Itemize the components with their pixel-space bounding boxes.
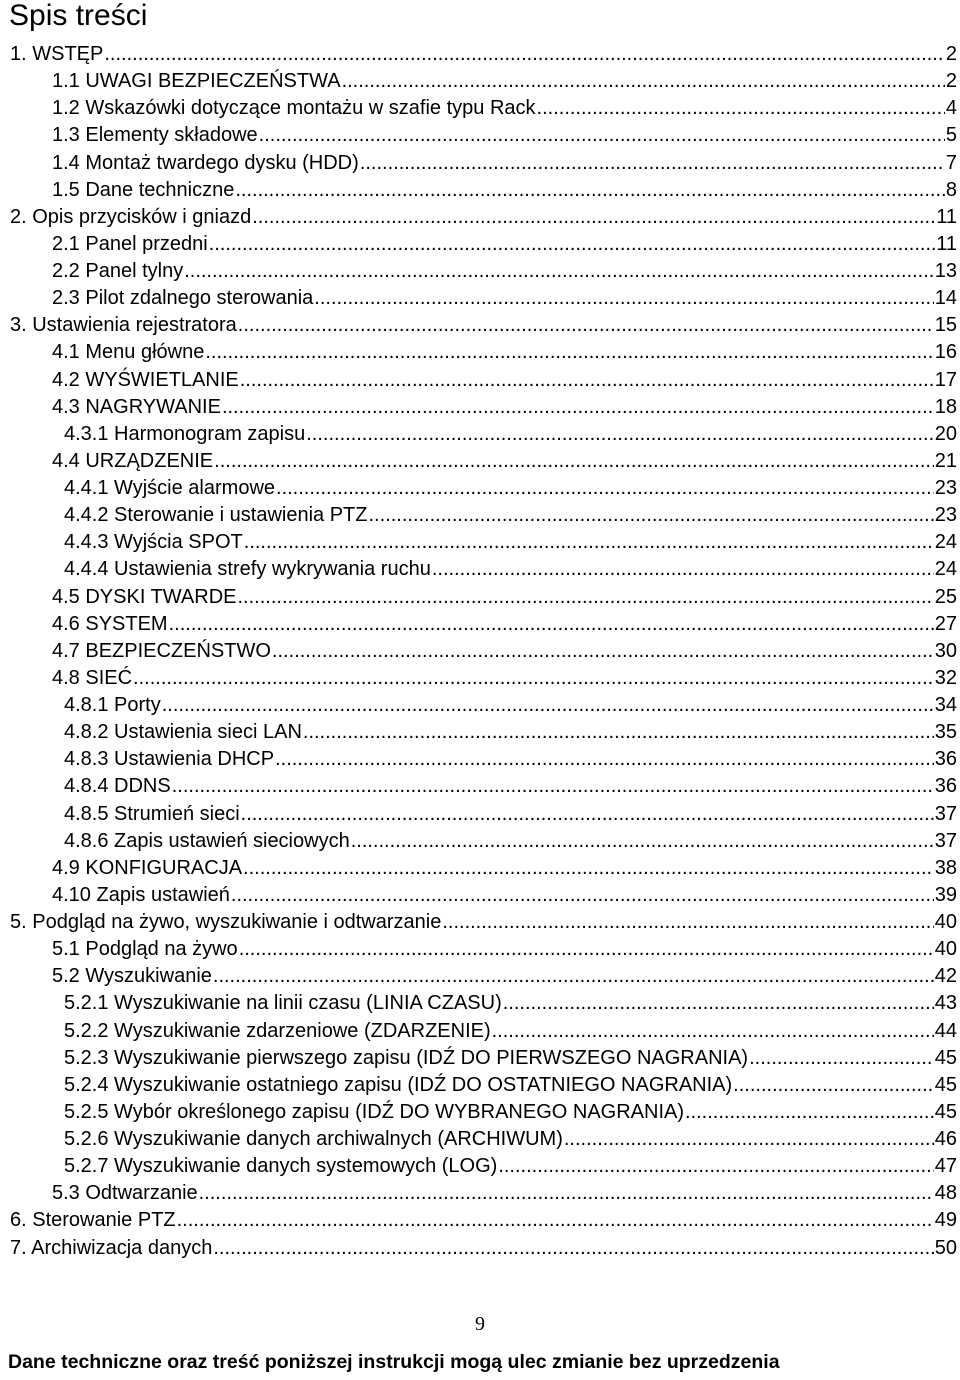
toc-entry-label: 4.4.1 Wyjście alarmowe	[64, 477, 276, 499]
toc-entry-page: 40	[934, 938, 957, 961]
toc-entry-label: 1.1 UWAGI BEZPIECZEŃSTWA	[52, 70, 341, 93]
toc-dot-leader	[169, 611, 934, 638]
toc-entry[interactable]	[0, 339, 960, 366]
toc-entry-page: 49	[934, 1209, 957, 1232]
toc-entry[interactable]	[0, 41, 960, 68]
toc-entry-label: 5.2 Wyszukiwanie	[52, 965, 212, 988]
toc-entry-label: 1.3 Elementy składowe	[52, 124, 258, 147]
toc-dot-leader	[306, 421, 934, 448]
toc-dot-leader	[360, 150, 945, 177]
toc-entry-label: 6. Sterowanie PTZ	[10, 1209, 176, 1232]
toc-entry-page: 42	[934, 965, 957, 988]
toc-entry[interactable]	[0, 909, 960, 936]
footer-note: Dane techniczne oraz treść poniższej instrukcji mogą ulec zmianie bez uprzedzenia	[8, 1351, 780, 1373]
page-title: Spis treści	[9, 0, 148, 32]
toc-entry-page: 2	[945, 70, 957, 93]
toc-dot-leader	[733, 1072, 934, 1099]
toc-entry[interactable]	[0, 584, 960, 611]
page-number: 9	[475, 1313, 485, 1335]
toc-entry-page: 35	[934, 721, 957, 744]
toc-entry-page: 13	[934, 260, 957, 282]
toc-entry[interactable]	[0, 122, 960, 149]
toc-entry-page: 44	[934, 1019, 957, 1042]
toc-dot-leader	[222, 394, 934, 421]
toc-entry-label: 1.4 Montaż twardego dysku (HDD)	[52, 151, 359, 174]
toc-entry-page: 34	[934, 694, 957, 716]
toc-entry-label: 4.8.5 Strumień sieci	[64, 802, 240, 825]
toc-entry[interactable]	[0, 773, 960, 800]
toc-dot-leader	[214, 448, 934, 475]
toc-dot-leader	[275, 746, 934, 773]
toc-entry-label: 4.8.2 Ustawienia sieci LAN	[64, 721, 302, 744]
toc-entry-page: 21	[934, 449, 957, 472]
toc-entry[interactable]	[0, 258, 960, 285]
toc-entry[interactable]	[0, 855, 960, 882]
toc-dot-leader	[342, 68, 945, 95]
toc-entry-page: 15	[934, 314, 957, 337]
toc-entry-page: 20	[934, 422, 957, 445]
toc-entry-page: 46	[934, 1128, 957, 1150]
toc-entry-label: 5.2.1 Wyszukiwanie na linii czasu (LINIA CZASU)	[64, 992, 502, 1015]
toc-entry-label: 5.2.6 Wyszukiwanie danych archiwalnych (ARCHIWUM)	[64, 1128, 563, 1150]
toc-entry-label: 4.4.4 Ustawienia strefy wykrywania ruchu	[64, 558, 431, 581]
toc-entry-page: 45	[934, 1046, 957, 1069]
toc-entry-label: 4.8 SIEĆ	[52, 666, 133, 689]
toc-dot-leader	[243, 855, 934, 882]
toc-entry[interactable]	[0, 312, 960, 339]
toc-dot-leader	[685, 1099, 934, 1126]
toc-entry-page: 47	[934, 1155, 957, 1178]
toc-dot-leader	[442, 909, 933, 936]
toc-dot-leader	[351, 828, 934, 855]
toc-dot-leader	[162, 692, 934, 719]
toc-entry-label: 4.8.1 Porty	[64, 694, 161, 716]
toc-entry[interactable]	[0, 801, 960, 828]
toc-entry[interactable]	[0, 231, 960, 258]
toc-entry-page: 17	[934, 368, 957, 391]
toc-entry-label: 4.1 Menu główne	[52, 341, 205, 364]
toc-entry[interactable]	[0, 990, 960, 1017]
toc-entry[interactable]	[0, 1207, 960, 1234]
toc-entry-page: 36	[934, 775, 957, 798]
toc-entry[interactable]	[0, 177, 960, 204]
toc-dot-leader	[231, 882, 934, 909]
toc-entry-label: 4.6 SYSTEM	[52, 612, 168, 635]
toc-entry-label: 5.2.7 Wyszukiwanie danych systemowych (LOG)	[64, 1155, 498, 1178]
toc-entry-page: 38	[934, 856, 957, 879]
toc-dot-leader	[238, 312, 934, 339]
toc-entry-page: 30	[934, 639, 957, 662]
toc-entry[interactable]	[0, 150, 960, 177]
toc-dot-leader	[369, 502, 934, 529]
toc-entry-label: 5.2.4 Wyszukiwanie ostatniego zapisu (IDŹ DO OSTATNIEGO NAGRANIA)	[64, 1073, 733, 1096]
toc-entry[interactable]	[0, 448, 960, 475]
toc-entry-label: 1. WSTĘP	[10, 43, 104, 65]
toc-entry[interactable]	[0, 95, 960, 122]
toc-entry[interactable]	[0, 1045, 960, 1072]
toc-entry-page: 24	[934, 531, 957, 554]
toc-entry[interactable]	[0, 1180, 960, 1207]
toc-entry-page: 45	[934, 1100, 957, 1123]
toc-dot-leader	[184, 258, 934, 285]
toc-entry[interactable]	[0, 1235, 960, 1262]
toc-dot-leader	[276, 475, 934, 502]
toc-dot-leader	[133, 665, 934, 692]
toc-dot-leader	[238, 584, 934, 611]
toc-dot-leader	[104, 41, 945, 68]
toc-entry[interactable]	[0, 1018, 960, 1045]
toc-entry-page: 4	[945, 97, 957, 120]
toc-entry-page: 24	[934, 558, 957, 581]
toc-dot-leader	[303, 719, 934, 746]
toc-entry[interactable]	[0, 963, 960, 990]
toc-dot-leader	[564, 1126, 934, 1153]
toc-entry[interactable]	[0, 936, 960, 963]
toc-entry-label: 4.8.6 Zapis ustawień sieciowych	[64, 829, 350, 852]
toc-entry-page: 37	[934, 802, 957, 825]
toc-entry[interactable]	[0, 1153, 960, 1180]
toc-entry-label: 5.2.2 Wyszukiwanie zdarzeniowe (ZDARZENIE)	[64, 1019, 491, 1042]
toc-dot-leader	[259, 122, 945, 149]
toc-entry[interactable]	[0, 611, 960, 638]
toc-entry[interactable]	[0, 692, 960, 719]
toc-entry-page: 48	[934, 1182, 957, 1205]
toc-dot-leader	[213, 963, 934, 990]
toc-dot-leader	[537, 95, 945, 122]
toc-entry[interactable]	[0, 1072, 960, 1099]
toc-entry-label: 5.1 Podgląd na żywo	[52, 938, 238, 961]
toc-entry-page: 32	[934, 666, 957, 689]
toc-entry-label: 5. Podgląd na żywo, wyszukiwanie i odtwarzanie	[10, 911, 442, 933]
toc-entry-page: 11	[936, 232, 957, 255]
toc-entry-page: 37	[934, 829, 957, 852]
toc-entry-page: 14	[934, 287, 957, 310]
toc-entry-label: 3. Ustawienia rejestratora	[10, 314, 237, 337]
toc-dot-leader	[314, 285, 933, 312]
toc-entry-page: 39	[934, 883, 957, 906]
toc-entry-page: 16	[934, 341, 957, 364]
toc-entry-label: 4.8.4 DDNS	[64, 775, 171, 798]
toc-entry[interactable]	[0, 285, 960, 312]
toc-dot-leader	[199, 1180, 934, 1207]
toc-entry-page: 25	[934, 585, 957, 608]
toc-entry-label: 5.2.5 Wybór określonego zapisu (IDŹ DO WYBRANEGO NAGRANIA)	[64, 1100, 684, 1123]
toc-entry[interactable]	[0, 475, 960, 502]
toc-entry-page: 11	[936, 205, 957, 228]
toc-dot-leader	[240, 367, 934, 394]
toc-dot-leader	[244, 529, 934, 556]
toc-dot-leader	[498, 1153, 933, 1180]
toc-entry[interactable]	[0, 882, 960, 909]
toc-entry-page: 8	[945, 178, 957, 201]
toc-entry[interactable]	[0, 828, 960, 855]
toc-entry[interactable]	[0, 1099, 960, 1126]
toc-entry-label: 4.4.2 Sterowanie i ustawienia PTZ	[64, 504, 368, 527]
toc-entry-label: 4.10 Zapis ustawień	[52, 883, 230, 906]
toc-entry-label: 4.3.1 Harmonogram zapisu	[64, 422, 306, 445]
toc-dot-leader	[239, 936, 934, 963]
toc-entry-page: 27	[934, 612, 957, 635]
toc-entry[interactable]	[0, 367, 960, 394]
toc-dot-leader	[503, 990, 934, 1017]
toc-entry[interactable]	[0, 502, 960, 529]
toc-entry[interactable]	[0, 421, 960, 448]
toc-entry[interactable]	[0, 1126, 960, 1153]
toc-entry[interactable]	[0, 394, 960, 421]
toc-entry-label: 1.5 Dane techniczne	[52, 178, 235, 201]
toc-dot-leader	[213, 1235, 933, 1262]
toc-entry-page: 23	[934, 477, 957, 499]
toc-entry[interactable]	[0, 638, 960, 665]
toc-entry[interactable]	[0, 746, 960, 773]
table-of-contents	[0, 41, 960, 1262]
toc-entry-label: 5.3 Odtwarzanie	[52, 1182, 198, 1205]
toc-dot-leader	[177, 1207, 934, 1234]
toc-entry-page: 43	[934, 992, 957, 1015]
toc-dot-leader	[492, 1018, 934, 1045]
toc-entry-label: 2. Opis przycisków i gniazd	[10, 205, 252, 228]
toc-dot-leader	[432, 556, 934, 583]
toc-entry-label: 4.3 NAGRYWANIE	[52, 395, 221, 418]
toc-entry-label: 4.5 DYSKI TWARDE	[52, 585, 237, 608]
toc-dot-leader	[205, 339, 933, 366]
toc-entry-page: 23	[934, 504, 957, 527]
toc-entry-label: 7. Archiwizacja danych	[10, 1236, 213, 1259]
toc-entry-page: 7	[945, 151, 957, 174]
toc-entry-label: 1.2 Wskazówki dotyczące montażu w szafie typu Rack	[52, 97, 536, 120]
toc-entry[interactable]	[0, 529, 960, 556]
toc-entry-page: 2	[945, 43, 957, 65]
toc-dot-leader	[272, 638, 934, 665]
toc-dot-leader	[209, 231, 936, 258]
toc-entry-page: 45	[934, 1073, 957, 1096]
toc-dot-leader	[172, 773, 934, 800]
toc-entry-label: 2.1 Panel przedni	[52, 232, 208, 255]
toc-dot-leader	[749, 1045, 934, 1072]
toc-entry[interactable]	[0, 719, 960, 746]
toc-entry-page: 50	[934, 1236, 957, 1259]
toc-entry[interactable]	[0, 665, 960, 692]
toc-entry-label: 4.8.3 Ustawienia DHCP	[64, 748, 275, 771]
toc-entry-page: 40	[934, 911, 957, 933]
toc-dot-leader	[241, 801, 934, 828]
toc-entry[interactable]	[0, 204, 960, 231]
toc-dot-leader	[252, 204, 935, 231]
toc-entry[interactable]	[0, 556, 960, 583]
toc-entry-page: 36	[934, 748, 957, 771]
toc-entry-label: 2.3 Pilot zdalnego sterowania	[52, 287, 314, 310]
toc-entry-label: 4.9 KONFIGURACJA	[52, 856, 243, 879]
toc-entry-label: 2.2 Panel tylny	[52, 260, 184, 282]
toc-entry-page: 5	[945, 124, 957, 147]
toc-entry[interactable]	[0, 68, 960, 95]
toc-entry-label: 5.2.3 Wyszukiwanie pierwszego zapisu (IDŹ DO PIERWSZEGO NAGRANIA)	[64, 1046, 749, 1069]
toc-entry-label: 4.4 URZĄDZENIE	[52, 449, 214, 472]
toc-entry-label: 4.7 BEZPIECZEŃSTWO	[52, 639, 271, 662]
toc-dot-leader	[235, 177, 945, 204]
toc-entry-page: 18	[934, 395, 957, 418]
toc-entry-label: 4.2 WYŚWIETLANIE	[52, 368, 239, 391]
toc-entry-label: 4.4.3 Wyjścia SPOT	[64, 531, 243, 554]
